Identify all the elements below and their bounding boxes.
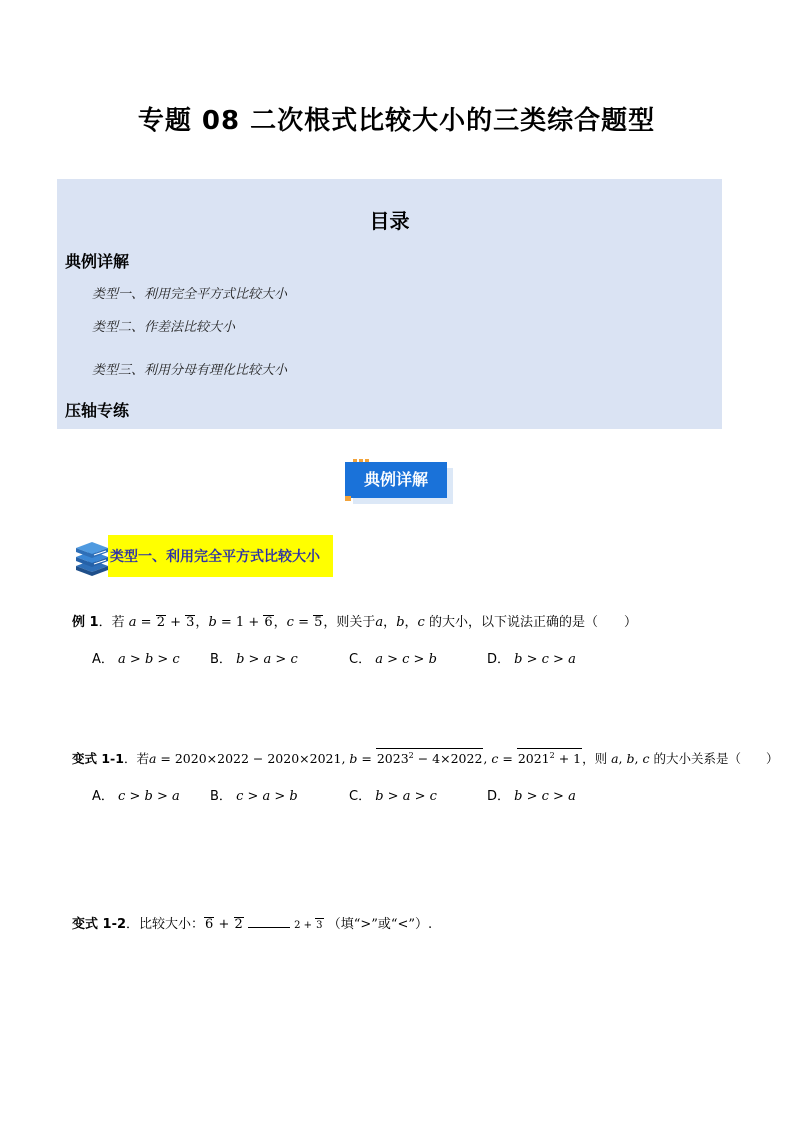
question-text: 比较大小： (139, 917, 205, 932)
page-title: 专题 08 二次根式比较大小的三类综合题型 (137, 106, 656, 136)
question-text: （填“>”或“<”）. (327, 917, 433, 932)
question-text: ，则关于 (323, 615, 376, 630)
type1-heading (108, 535, 333, 577)
option-b[interactable]: B． c > a > b (210, 789, 298, 804)
option-c[interactable]: C． b > a > c (349, 789, 437, 804)
toc-item-type3[interactable]: 类型三、利用分母有理化比较大小 (92, 363, 288, 378)
variant-1-2-label: 变式 1-2 (72, 917, 127, 932)
badge-label: 典例详解 (345, 462, 447, 498)
toc-item-type2[interactable]: 类型二、作差法比较大小 (92, 320, 236, 335)
question-text: ，则 (582, 751, 608, 767)
type1-heading-text: 类型一、利用完全平方式比较大小 (110, 549, 320, 565)
option-b[interactable]: B． b > a > c (210, 652, 298, 667)
example-1-question: 例 1．若 a = 2 + 3，b = 1 + 6，c = 5，则关于a，b，c 的大小，以下说法正确的是（ ） (72, 615, 637, 630)
question-text: 的大小，以下说法正确的是（ ） (428, 615, 637, 630)
variant-1-1-label: 变式 1-1 (72, 751, 124, 767)
example-1-label: 例 1 (72, 615, 99, 630)
section-badge (345, 462, 455, 508)
option-a[interactable]: A． a > b > c (92, 652, 180, 667)
toc-heading: 目录 (369, 209, 410, 233)
option-d[interactable]: D． b > c > a (487, 789, 576, 804)
books-icon (72, 540, 112, 576)
question-text: 若 (111, 615, 125, 630)
variant-1-2-question: 变式 1-2．比较大小：6 + 2 2 + 3 （填“>”或“<”）. (72, 917, 433, 932)
option-c[interactable]: C． a > c > b (349, 652, 437, 667)
variant-1-1-question: 变式 1-1．若a = 2020×2022 − 2020×2021, $b = 2023^2 - 4\times 2022$, $c = 2021^2 + 1$，则 a, b, c 的大小关系是（ ） (72, 748, 778, 767)
question-text: 若 (136, 751, 149, 767)
badge-dots (353, 459, 371, 462)
option-d[interactable]: D． b > c > a (487, 652, 576, 667)
toc-section-examples[interactable]: 典例详解 (65, 252, 130, 271)
toc-section-practice[interactable]: 压轴专练 (65, 401, 130, 420)
question-text: 的大小关系是（ ） (653, 751, 779, 767)
option-a[interactable]: A． c > b > a (92, 789, 180, 804)
toc-item-type1[interactable]: 类型一、利用完全平方式比较大小 (92, 287, 288, 302)
answer-blank[interactable] (248, 915, 290, 928)
badge-tick (345, 496, 351, 501)
table-of-contents (57, 179, 722, 429)
